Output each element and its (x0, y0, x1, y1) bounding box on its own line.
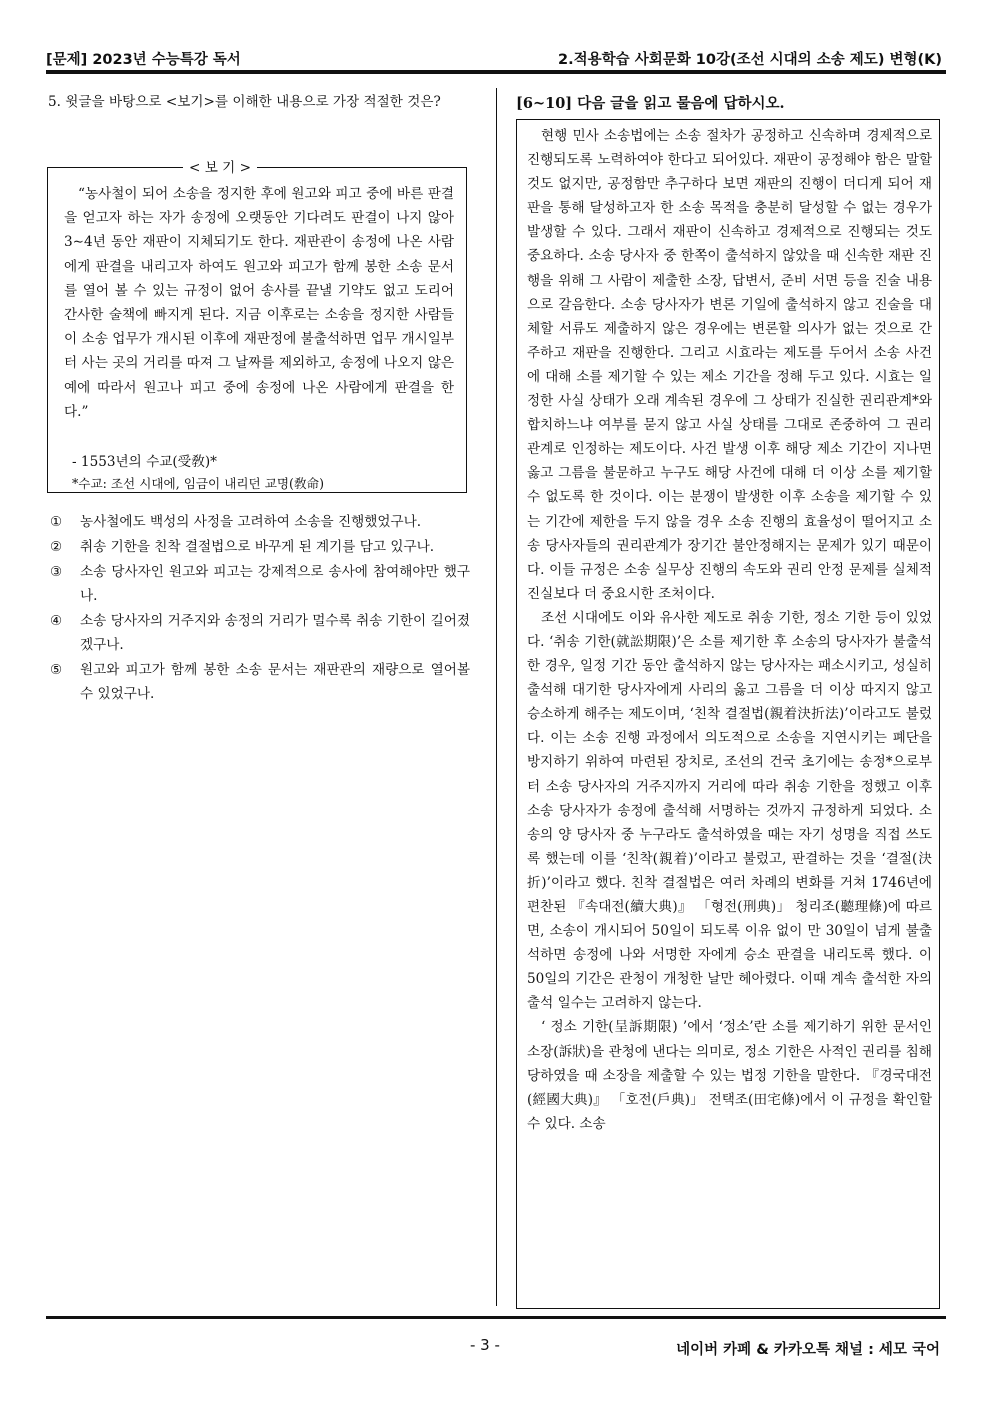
choice-2[interactable] (50, 535, 470, 559)
question-5-title: 5. 윗글을 바탕으로 <보기>를 이해한 내용으로 가장 적절한 것은? (48, 94, 441, 110)
bogi-label: < 보 기 > (183, 156, 257, 176)
answer-choices (50, 510, 470, 707)
bogi-source: - 1553년의 수교(受敎)* (72, 454, 217, 470)
column-separator (496, 88, 497, 1306)
choice-number: ⑤ (50, 662, 63, 678)
choice-text: 원고와 피고가 함께 봉한 소송 문서는 재판관의 재량으로 열어볼 수 있었구나. (80, 662, 470, 702)
bogi-text (64, 182, 454, 424)
choice-number: ③ (50, 564, 63, 580)
choice-number: ④ (50, 613, 63, 629)
choice-4[interactable] (50, 609, 470, 657)
page-number: - 3 - (470, 1336, 500, 1354)
choice-5[interactable] (50, 658, 470, 706)
passage-paragraph-2: 조선 시대에도 이와 유사한 제도로 취송 기한, 정소 기한 등이 있었다. ‘취송 기한(就訟期限)’은 소를 제기한 후 소송의 당사자가 불출석한 경우, 일정 기간 동안 출석하지 않는 당사자는 패소시키고, 성실히 출석해 대기한 당사자에게 사리의 옳고 그름을 더 이상 따지지 않고 승소하게 해주는 제도이며, ‘친착 결절법(親着決折法)’이라고도 불렀다. 이는 소송 진행 과정에서 의도적으로 소송을 지연시키는 폐단을 방지하기 위하여 마련된 장치로, 조선의 건국 초기에는 송정*으로부터 소송 당사자의 거주지까지 거리에 따라 취송 기한을 정했고 이후 소송 당사자가 송정에 출석해 서명하는 것까지 규정하게 되었다. 소송의 양 당사자 중 누구라도 출석하였을 때는 자기 성명을 직접 쓰도록 했는데 이를 ‘친착(親着)’이라고 불렀고, 판결하는 것을 ‘결절(決折)’이라고 했다. 친착 결절법은 여러 차례의 변화를 거쳐 1746년에 편찬된 『속대전(續大典)』 「형전(刑典)」 청리조(聽理條)에 따르면, 소송이 개시되어 50일이 되도록 이유 없이 만 30일이 넘게 불출석하면 송정에 나와 서명한 자에게 승소 판결을 내리도록 했다. 이 50일의 기간은 관청이 개청한 날만 헤아렸다. 이때 계속 출석한 자의 출석 일수는 고려하지 않는다. (527, 609, 932, 1012)
passage-paragraph-1: 현행 민사 소송법에는 소송 절차가 공정하고 신속하며 경제적으로 진행되도록 노력하여야 한다고 되어있다. 재판이 공정해야 함은 말할 것도 없지만, 공정함만 추구하다 보면 재판의 진행이 더디게 되어 재판을 통해 달성하고자 한 소송 목적을 충분히 달성할 수 없는 경우가 발생할 수 있다. 그래서 재판이 신속하고 경제적으로 진행되는 것도 중요하다. 소송 당사자 중 한쪽이 출석하지 않았을 때 신속한 재판 진행을 위해 그 사람이 제출한 소장, 답변서, 준비 서면 등을 진술 내용으로 갈음한다. 소송 당사자가 변론 기일에 출석하지 않고 진술을 대체할 서류도 제출하지 않은 경우에는 변론할 의사가 없는 것으로 간주하고 재판을 진행한다. 그리고 시효라는 제도를 두어서 소송 사건에 대해 소를 제기할 수 있는 제소 기간을 정해 두고 있다. 시효는 일정한 사실 상태가 오래 계속된 경우에 그 상태가 진실한 권리관계*와 합치하느냐 여부를 묻지 않고 사실 상태를 그대로 존중하여 그 권리관계로 인정하는 제도이다. 사건 발생 이후 해당 제소 기간이 지나면 옳고 그름을 불문하고 누구도 해당 사건에 대해 더 이상 소를 제기할 수 없도록 한 것이다. 이는 분쟁이 발생한 이후 소송을 제기할 수 있는 기간에 제한을 두지 않을 경우 소송 진행의 효율성이 떨어지고 소송 당사자들의 권리관계가 장기간 불안정해지는 문제가 있기 때문이다. 이들 규정은 소송 실무상 진행의 속도와 권리 안정 문제를 실체적 진실보다 더 중요시한 조처이다. (527, 128, 932, 602)
choice-3[interactable] (50, 560, 470, 608)
bogi-footnote: *수교: 조선 시대에, 임금이 내리던 교명(敎命) (72, 476, 325, 491)
choice-text: 농사철에도 백성의 사정을 고려하여 소송을 진행했었구나. (80, 514, 422, 530)
choice-number: ① (50, 514, 63, 530)
passage-paragraph-3: ‘ 정소 기한(呈訴期限) ’에서 ‘정소’란 소를 제기하기 위한 문서인 소장(訴狀)을 관청에 낸다는 의미로, 정소 기한은 사적인 권리를 침해당하였을 때 소장을 제출할 수 있는 법정 기한을 말한다. 『경국대전(經國大典)』 「호전(戶典)」 전택조(田宅條)에서 이 규정을 확인할 수 있다. 소송 (527, 1019, 932, 1132)
bogi-quote: “농사철이 되어 소송을 정지한 후에 원고와 피고 중에 바른 판결을 얻고자 하는 자가 송정에 오랫동안 기다려도 판결이 나지 않아 3∼4년 동안 재판이 지체되기도 한다. 재판관이 송정에 나온 사람에게 판결을 내리고자 하여도 원고와 피고가 함께 봉한 소송 문서를 열어 볼 수 있는 규정이 없어 송사를 끝낼 기약도 없고 도리어 간사한 술책에 빠지게 된다. 지금 이후로는 소송을 정지한 사람들이 소송 업무가 개시된 이후에 재판정에 불출석하면 업무 개시일부터 사는 곳의 거리를 따져 그 날짜를 제외하고, 송정에 나오지 않은 예에 따라서 원고나 피고 중에 송정에 나온 사람에게 판결을 한다.” (64, 186, 454, 420)
choice-text: 소송 당사자인 원고와 피고는 강제적으로 송사에 참여해야만 했구나. (80, 564, 470, 604)
choice-1[interactable] (50, 510, 470, 534)
header-left-title: [문제] 2023년 수능특강 독서 (46, 52, 241, 68)
choice-text: 취송 기한을 친착 결절법으로 바꾸게 된 계기를 담고 있구나. (80, 539, 435, 555)
passage-text (527, 124, 932, 1136)
header-right-title: 2.적용학습 사회문화 10강(조선 시대의 소송 제도) 변형(K) (558, 52, 942, 68)
choice-number: ② (50, 539, 63, 555)
passage-heading: [6~10] 다음 글을 읽고 물음에 답하시오. (516, 95, 785, 112)
header-rule (46, 70, 946, 74)
footer-channel: 네이버 카페 & 카카오톡 채널 : 세모 국어 (676, 1342, 940, 1358)
choice-text: 소송 당사자의 거주지와 송정의 거리가 멀수록 취송 기한이 길어졌겠구나. (80, 613, 470, 653)
footer-rule (46, 1316, 946, 1319)
